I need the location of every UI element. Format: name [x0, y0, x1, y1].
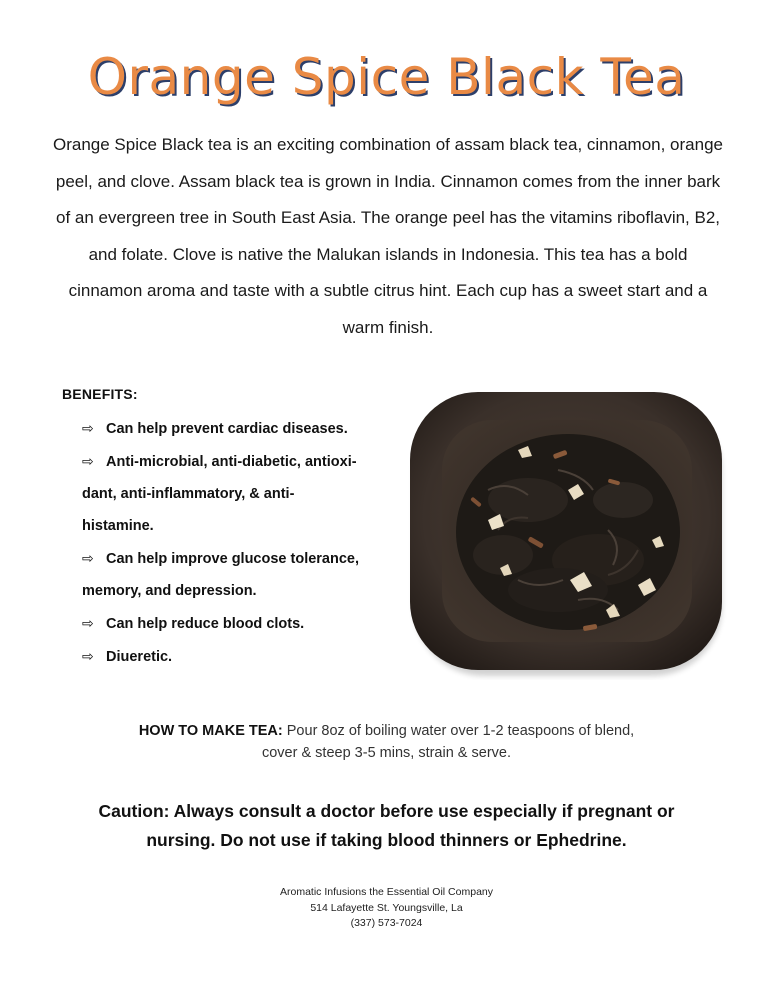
benefit-text: histamine.: [82, 518, 154, 534]
howto-text: Pour 8oz of boiling water over 1-2 teaspoons of blend,: [282, 723, 635, 739]
benefit-text: Can help prevent cardiac diseases.: [106, 421, 348, 437]
benefit-text: memory, and depression.: [82, 583, 257, 599]
tea-bowl-image: [408, 390, 728, 680]
benefit-text: Can help reduce blood clots.: [106, 616, 305, 632]
intro-paragraph: Orange Spice Black tea is an exciting combination of assam black tea, cinnamon, orange peel, and clove. Assam black tea is grown in India. Cinnamon comes from the inner bark of an evergreen tree in South East Asia. The orange peel has the vitamins riboflavin, B2, and folate. Clove is native the Malukan islands in Indonesia. This tea has a bold cinnamon aroma and taste with a subtle citrus hint. Each cup has a sweet start and a warm finish.: [53, 135, 723, 337]
benefit-text: Anti-microbial, anti-diabetic, antioxi-: [106, 454, 357, 470]
benefit-item: [82, 607, 382, 640]
howto-text-line2: cover & steep 3-5 mins, strain & serve.: [261, 745, 511, 761]
footer-contact: [0, 885, 773, 932]
arrow-icon: ⇨: [82, 550, 94, 566]
benefit-item-continuation: [82, 478, 382, 510]
caution-line2: nursing. Do not use if taking blood thinners or Ephedrine.: [146, 830, 627, 850]
benefit-text: Can help improve glucose tolerance,: [106, 551, 360, 567]
company-phone: (337) 573-7024: [350, 917, 423, 929]
arrow-icon: ⇨: [82, 648, 94, 664]
arrow-icon: ⇨: [82, 615, 94, 631]
how-to-make-tea: [60, 720, 713, 764]
benefit-item: [82, 412, 382, 445]
benefit-text: dant, anti-inflammatory, & anti-: [82, 486, 295, 502]
benefit-item-continuation: [82, 510, 382, 542]
benefit-item: [82, 542, 382, 575]
benefit-text: Diueretic.: [106, 649, 173, 665]
benefit-item: [82, 640, 382, 673]
company-name: Aromatic Infusions the Essential Oil Company: [279, 886, 493, 898]
benefits-heading: BENEFITS:: [62, 386, 138, 402]
caution-line1: Caution: Always consult a doctor before use especially if pregnant or: [98, 801, 675, 821]
caution-notice: [60, 797, 713, 855]
company-address: 514 Lafayette St. Youngsville, La: [310, 901, 463, 914]
arrow-icon: ⇨: [82, 453, 94, 469]
arrow-icon: ⇨: [82, 420, 94, 436]
benefit-item: [82, 445, 382, 478]
benefit-item-continuation: [82, 575, 382, 607]
page-title: Orange Spice Black Tea: [87, 48, 686, 106]
howto-label: HOW TO MAKE TEA:: [138, 723, 283, 739]
tea-leaves: [456, 434, 680, 630]
benefits-list: [82, 412, 382, 673]
